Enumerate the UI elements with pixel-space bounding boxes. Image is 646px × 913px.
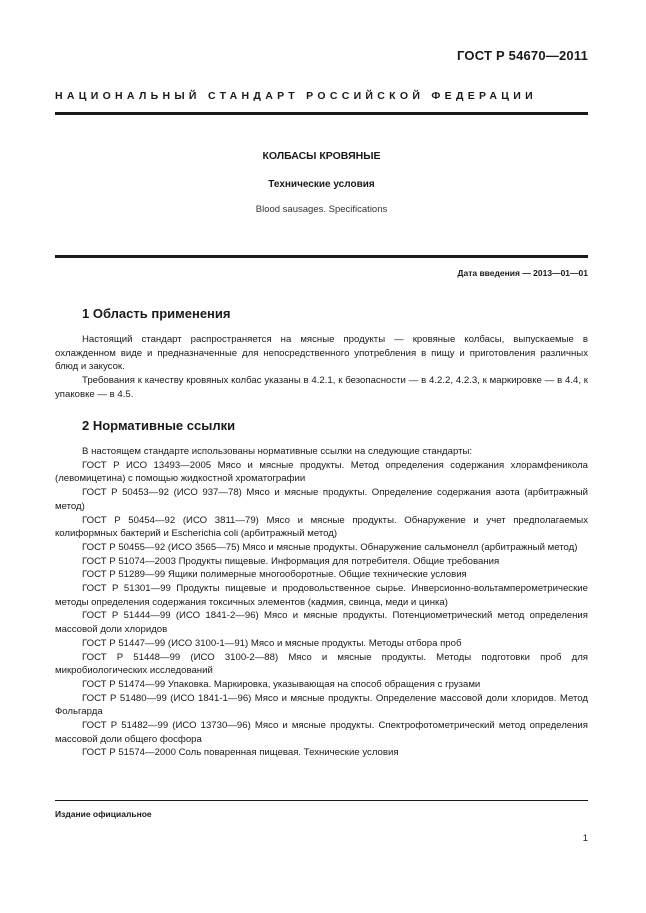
footer-divider xyxy=(55,800,588,801)
section-heading: 2 Нормативные ссылки xyxy=(82,418,236,433)
reference-item: ГОСТ Р 51574—2000 Соль поваренная пищевая. Технические условия xyxy=(82,747,399,759)
paragraph: Настоящий стандарт распространяется на мясные продукты — кровяные колбасы, выпускаемые в охлажденном виде и предназначенные для непосредственного употребления в пищу и приготовления различных блюд и закусок. xyxy=(55,334,588,373)
reference-item: ГОСТ Р ИСО 13493—2005 Мясо и мясные продукты. Метод определения содержания хлорамфеникола (левомицетина) с помощью жидкостной хроматографии xyxy=(55,459,588,485)
reference-item: ГОСТ Р 50453—92 (ИСО 937—78) Мясо и мясные продукты. Определение содержания азота (арбитражный метод) xyxy=(55,487,588,512)
effective-date: Дата введения — 2013—01—01 xyxy=(457,268,588,278)
reference-item: ГОСТ Р 50455—92 (ИСО 3565—75) Мясо и мясные продукты. Обнаружение сальмонелл (арбитражный метод) xyxy=(82,541,578,553)
top-divider xyxy=(55,112,588,115)
page-number: 1 xyxy=(582,833,588,844)
paragraph: В настоящем стандарте использованы нормативные ссылки на следующие стандарты: xyxy=(82,446,473,457)
reference-item: ГОСТ Р 51480—99 (ИСО 1841-1—96) Мясо и мясные продукты. Определение массовой доли хлоридов. Метод Фольгарда xyxy=(55,692,588,718)
reference-item: ГОСТ Р 50454—92 (ИСО 3811—79) Мясо и мясные продукты. Обнаружение и учет предполагаемых колиформных бактерий и Escherichia coli (арбитражный метод) xyxy=(55,514,588,540)
document-english-title: Blood sausages. Specifications xyxy=(255,204,388,215)
reference-item: ГОСТ Р 51074—2003 Продукты пищевые. Информация для потребителя. Общие требования xyxy=(82,555,500,567)
paragraph: Требования к качеству кровяных колбас указаны в 4.2.1, к безопасности — в 4.2.2, 4.2.3, к маркировке — в 4.4, к упаковке — в 4.5. xyxy=(55,375,588,400)
reference-item: ГОСТ Р 51474—99 Упаковка. Маркировка, указывающая на способ обращения с грузами xyxy=(82,678,481,690)
reference-item: ГОСТ Р 51444—99 (ИСО 1841-2—96) Мясо и мясные продукты. Потенциометрический метод определения массовой доли хлоридов xyxy=(55,610,588,636)
reference-item: ГОСТ Р 51447—99 (ИСО 3100-1—91) Мясо и мясные продукты. Методы отбора проб xyxy=(82,637,462,649)
section-normative-references xyxy=(55,418,588,760)
official-edition-label: Издание официальное xyxy=(55,809,152,819)
reference-item: ГОСТ Р 51301—99 Продукты пищевые и продовольственное сырье. Инверсионно-вольтамперометрические методы определения содержания токсичных элементов (кадмия, свинца, меди и цинка) xyxy=(55,583,588,608)
reference-item: ГОСТ Р 51448—99 (ИСО 3100-2—88) Мясо и мясные продукты. Методы подготовки проб для микробиологических исследований xyxy=(55,651,588,677)
national-standard-banner: НАЦИОНАЛЬНЫЙ СТАНДАРТ РОССИЙСКОЙ ФЕДЕРАЦИИ xyxy=(55,90,537,102)
standard-number: ГОСТ Р 54670—2011 xyxy=(457,48,588,63)
section-heading: 1 Область применения xyxy=(82,306,231,321)
reference-item: ГОСТ Р 51289—99 Ящики полимерные многооборотные. Общие технические условия xyxy=(82,569,467,581)
title-divider xyxy=(55,255,588,258)
document-title: КОЛБАСЫ КРОВЯНЫЕ xyxy=(262,150,381,162)
section-scope xyxy=(55,306,588,402)
document-subtitle: Технические условия xyxy=(268,179,375,190)
reference-item: ГОСТ Р 51482—99 (ИСО 13730—96) Мясо и мясные продукты. Спектрофотометрический метод определения массовой доли общего фосфора xyxy=(55,720,588,745)
